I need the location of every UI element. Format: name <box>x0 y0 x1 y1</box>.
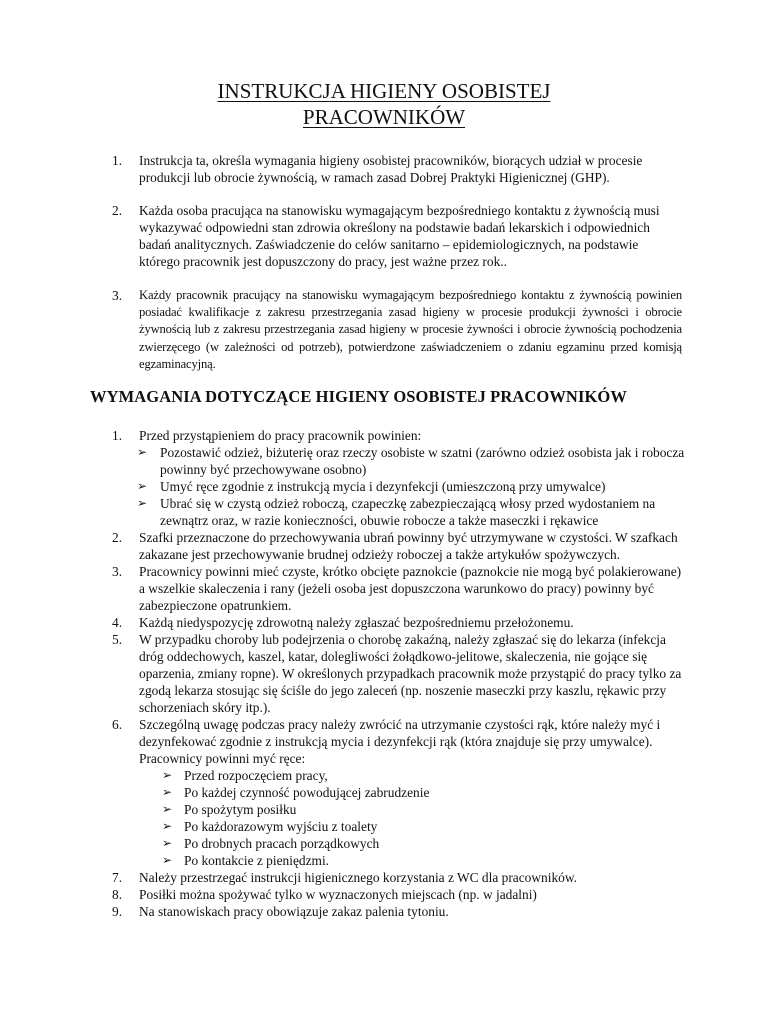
bullet-item <box>112 818 687 835</box>
arrowhead-bullet-icon: ➢ <box>137 496 148 510</box>
list-item <box>112 427 687 444</box>
item-number: 8. <box>112 887 123 902</box>
list-item <box>112 903 687 920</box>
bullet-text: Ubrać się w czystą odzież roboczą, czapeczkę zabezpieczającą włosy przed wydostaniem na zewnątrz oraz, w razie konieczności, obuwie robocze a także maseczki i rękawice <box>160 496 656 528</box>
item-number: 1. <box>112 428 123 443</box>
bullet-item <box>112 852 687 869</box>
item-text: Pracownicy powinni mieć czyste, krótko obcięte paznokcie (paznokcie nie mogą być polakierowane) a wszelkie skaleczenia i rany (jeżeli osoba jest dopuszczona warunkowo do pracy) powinny być zabezpieczone opatrunkiem. <box>139 564 682 613</box>
list-item <box>112 614 687 631</box>
bullet-text: Przed rozpoczęciem pracy, <box>184 768 328 783</box>
arrowhead-bullet-icon: ➢ <box>162 836 173 850</box>
arrowhead-bullet-icon: ➢ <box>162 819 173 833</box>
item-number: 4. <box>112 615 123 630</box>
section-heading: WYMAGANIA DOTYCZĄCE HIGIENY OSOBISTEJ PRACOWNIKÓW <box>90 387 627 406</box>
item-number: 6. <box>112 717 123 732</box>
item-text: Na stanowiskach pracy obowiązuje zakaz palenia tytoniu. <box>139 904 449 919</box>
arrowhead-bullet-icon: ➢ <box>137 445 148 459</box>
item-number: 2. <box>112 530 123 545</box>
intro-number: 2. <box>112 203 123 218</box>
title-line-1: INSTRUKCJA HIGIENY OSOBISTEJ <box>217 79 551 103</box>
list-item <box>112 869 687 886</box>
arrowhead-bullet-icon: ➢ <box>162 802 173 816</box>
bullet-item <box>112 478 687 495</box>
intro-text: Instrukcja ta, określa wymagania higieny osobistej pracowników, biorących udział w procesie produkcji lub obrocie żywnością, w ramach zasad Dobrej Praktyki Higienicznej (GHP). <box>139 153 643 185</box>
bullet-item <box>112 767 687 784</box>
title-line-2: PRACOWNIKÓW <box>302 105 466 129</box>
item-text: Szczególną uwagę podczas pracy należy zwrócić na utrzymanie czystości rąk, które należy myć i dezynfekować zgodnie z instrukcją mycia i dezynfekcji rąk (która znajduje się przy umywalce). Pracownicy powinni myć ręce: <box>139 717 661 766</box>
item-number: 3. <box>112 564 123 579</box>
list-item <box>112 631 687 716</box>
item-text: Przed przystąpieniem do pracy pracownik powinien: <box>139 428 422 443</box>
intro-text: Każdy pracownik pracujący na stanowisku wymagającym bezpośredniego kontaktu z żywnością powinien posiadać kwalifikacje z zakresu przestrzegania zasad higieny w procesie produkcji żywności i obrocie żywnością lub z zakresu przestrzegania zasad higieny w procesie żywności i obrocie żywnością pochodzenia zwierzęcego (w zależności od potrzeb), potwierdzone zaświadczeniem o zdaniu egzaminu przed komisją egzaminacyjną. <box>139 288 682 371</box>
bullet-item <box>112 784 687 801</box>
bullet-text: Pozostawić odzież, biżuterię oraz rzeczy osobiste w szatni (zarówno odzież osobista jak i robocza powinny być przechowywane osobno) <box>160 445 685 477</box>
bullet-text: Po drobnych pracach porządkowych <box>184 836 380 851</box>
item-text: Szafki przeznaczone do przechowywania ubrań powinny być utrzymywane w czystości. W szafkach zakazane jest przechowywanie brudnej odzieży roboczej a także artykułów spożywczych. <box>139 530 678 562</box>
bullet-item <box>112 444 687 478</box>
bullet-text: Po kontakcie z pieniędzmi. <box>184 853 330 868</box>
list-item <box>112 716 687 767</box>
intro-item <box>112 152 682 186</box>
intro-text: Każda osoba pracująca na stanowisku wymagającym bezpośredniego kontaktu z żywnością musi wykazywać odpowiedni stan zdrowia określony na podstawie badań lekarskich i odpowiednich badań analitycznych. Zaświadczenie do celów sanitarno – epidemiologicznych, na podstawie którego pracownik jest dopuszczony do pracy, jest ważne przez rok.. <box>139 203 660 269</box>
item-number: 7. <box>112 870 123 885</box>
item-text: W przypadku choroby lub podejrzenia o chorobę zakaźną, należy zgłaszać się do lekarza (infekcja dróg oddechowych, kaszel, katar, dolegliwości żołądkowo-jelitowe, skaleczenia, nie gojące się oparzenia, zmiany ropne). W określonych przypadkach pracownik może przystąpić do pracy tylko za zgodą lekarza stosując się ściśle do jego zaleceń (np. noszenie maseczki przy kaszlu, rękawic przy schorzeniach skóry itp.). <box>139 632 682 715</box>
intro-number: 1. <box>112 153 123 168</box>
arrowhead-bullet-icon: ➢ <box>162 768 173 782</box>
bullet-item <box>112 801 687 818</box>
bullet-text: Po każdej czynność powodującej zabrudzenie <box>184 785 430 800</box>
intro-item <box>112 202 682 270</box>
intro-number: 3. <box>112 288 123 303</box>
bullet-text: Po każdorazowym wyjściu z toalety <box>184 819 378 834</box>
list-item <box>112 886 687 903</box>
arrowhead-bullet-icon: ➢ <box>137 479 148 493</box>
document-title <box>120 78 648 130</box>
arrowhead-bullet-icon: ➢ <box>162 785 173 799</box>
bullet-text: Po spożytym posiłku <box>184 802 297 817</box>
bullet-item <box>112 835 687 852</box>
intro-item <box>112 287 682 373</box>
bullet-text: Umyć ręce zgodnie z instrukcją mycia i dezynfekcji (umieszczoną przy umywalce) <box>160 479 606 494</box>
list-item <box>112 529 687 563</box>
item-text: Należy przestrzegać instrukcji higienicznego korzystania z WC dla pracowników. <box>139 870 577 885</box>
item-number: 9. <box>112 904 123 919</box>
arrowhead-bullet-icon: ➢ <box>162 853 173 867</box>
requirements-list <box>112 427 687 920</box>
item-text: Każdą niedyspozycję zdrowotną należy zgłaszać bezpośredniemu przełożonemu. <box>139 615 574 630</box>
item-text: Posiłki można spożywać tylko w wyznaczonych miejscach (np. w jadalni) <box>139 887 537 902</box>
item-number: 5. <box>112 632 123 647</box>
bullet-item <box>112 495 687 529</box>
list-item <box>112 563 687 614</box>
